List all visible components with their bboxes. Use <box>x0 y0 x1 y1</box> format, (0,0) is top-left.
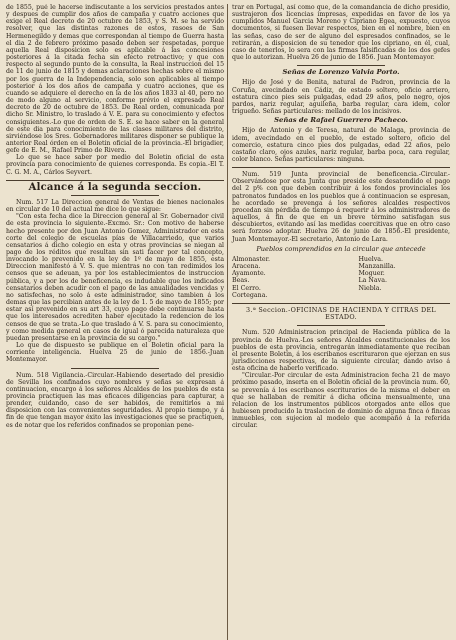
paragraph: Num. 517 La Direccion general de Ventas de bienes nacionales en circular de 10 del actual me dice lo que sigue: <box>6 198 225 214</box>
town-row <box>232 263 450 270</box>
divider <box>232 303 450 304</box>
subheading: Señas de Rafael Guerrero Pacheco. <box>274 116 408 125</box>
town-row <box>232 292 450 299</box>
section-heading: Alcance á la segunda seccion. <box>28 181 202 193</box>
left-column <box>6 4 227 640</box>
divider <box>297 325 384 326</box>
paragraph: "Con esta fecha dice la Direccion general al Sr. Gobernador civil de esta provincia lo siguiente.-Excmo. Sr.: Con motivo de haberse hecho presente por don Juan Antonio Gomez, Administrador en esta corte del colegio de escuelas pías de Villacarriedo, que varios censatarios á dicho colegio en esta y otras provincias se niegan al pago de los réditos que resultan sin sati facer por tal concepto, invocando lo prevenido en la ley de 1º de mayo de 1855, esta Direccion manifestó á V. S. que mientras no con tan redimidos los censos que se adeuan, ya por los establecimientos de instruccion pública, y a por los de beneficencia, es indudable que los indicados censatarios deben acudir con el pago de las anualidades vencidas y no satisfechas, no solo á este administrador, sino tambien á los demas que las percibian antes de la ley de 1. 5 de mayo de 1855; por estar así prevenido en su art 33, cuyo pago debe continuarse hasta que los interesados acrediten haber ejecutado la redencion de los censos de que se trata.-Lo que traslado á V. S. para su conocimiento, y como medida general en casos de igual ó parecida naturaleza que puedan presentarse en la provincia de su cargo." <box>6 213 225 342</box>
section-title: 3.ª Seccion.-OFICINAS DE HACIENDA Y CITRAS DEL ESTADO. <box>246 306 436 322</box>
town-name: Huelva. <box>358 255 384 263</box>
divider <box>6 180 224 181</box>
paragraph: Hijo de José y de Benita, natural de Padron, provincia de la Coruña, avecindado en Cádiz, de estado soltero, oficio arriero, estatura cinco pies seis pulgadas, edad 29 años, pelo negro, ojos pardos, nariz regular, aguileña, barba regular, cara idem, color trigueño. Señas particulares: mellado de los incisivos. <box>232 79 451 116</box>
paragraph: Num. 520 Administracion principal de Hacienda pública de la provincia de Huelva.-Los señores Alcaldes constitucionales de los pueblos de esta provincia, entregarán inmediatamente que reciban el presente Boletin, á los escribanos escrituraron que ejerzan en sus jurisdicciones respectivas, de la siguiente circular, dando aviso á esta oficina de haberlo verificado. <box>232 329 451 373</box>
paragraph: Num. 519 Junta provincial de beneficencia.-Circular.-Observándose por esta Junta que preside este desatendido el pago del 2 p% con que deben contribuir á los fondos provinciales los patronatos fundados en los pueblos que á continuacion se espresan, he acordado se prevenga á los señores alcaldes respectivos procedan sin pérdida de tiempo á requerir á los administradores de aquellos, á fin de que en un breve término satisfagan sus descubiertos, evitando así las medidas coercitivas que en otro caso será forzoso adoptar. Huelva 26 de junio de 1856.-El presidente, Juan Montemayor.-El secretario, Antonio de Lara. <box>232 171 451 243</box>
paragraph: Lo que de dispuesto se publique en el Boletin oficial para la corriente inteligencia. Huelva 25 de junio de 1856.-Juan Montemayor. <box>6 342 225 364</box>
divider <box>71 195 158 196</box>
subheading: Pueblos comprendidos en la circular que antecede <box>256 244 426 253</box>
paragraph: de 1855, pué le hacerse indiscutante a los servicios prestados antes y despues de cumplir dos años de campaña y cuatro acciones que exige el Real decreto de 20 octubre de 1853, y S. M. se ha servido resolver, que las distintas razones de estos, rasoes de San Hermenegildo y demas que correspondan al tiempo de Guerra hasta el dia 2 de febrero próximo pasado deben ser respetadas, porque aquella Real disposicion solo es aplicable á las concesiones posteriores á la citada fecha sin efecto retroactivo; y que con respecto al segundo punto de la consulta, la Real instruccion del 15 de 11 de junio de 1815 y demas aclaraciones hechas sobre el mismo por los guerra de la Independencia, solo son aplicables al tiempo posterior á los dos años de campaña y cuatro acciones, que es cuando se adquiere el derecho en la de los años 1833 al 40, pero no de modo alguno al servicio, conforme prévio el expresado Real decreto de 20 de octubre de 1853. De Real orden, comunicada por dicho Sr. Ministro, lo traslado á V. E. para su conocimiento y efectos consiguientes.-Lo que de orden de S. E. se hace saber en la general de este dia para conocimiento de las clases militares del distrito, sirviéndose los Sres. Gobernadores militares disponer se publique la anterior Real órden en el Boletin oficial de la provincia.-El brigadier, gefe de E. M., Rafael Primo de Rivera. <box>6 4 225 155</box>
town-row <box>232 270 450 277</box>
town-name: Niebla. <box>358 284 382 292</box>
divider <box>297 65 384 66</box>
paragraph: Num. 518 Vigilancia.-Circular.-Habiendo desertado del presidio de Sevilla los confinados cuyo nombres y señas se expresan á continuacion, encargo á los señores Alcaldes de los pueblos de esta provincia practiquen las mas eficaces diligencias para capturar, a prender, cuidando, caso de ser habidos, de remitirlos a mi disposicion con las convenientes seguridades. Al propio tiempo, y á fin de que tengan mayor éxito las investigaciones que se practiquen, es de notar que los referidos confinados se proponian pene- <box>6 371 225 429</box>
town-name: Cortegana. <box>232 291 268 299</box>
town-name: Beas. <box>232 277 250 285</box>
town-name: Ayamonte. <box>232 270 266 278</box>
town-name: Moguer. <box>358 270 385 278</box>
town-row <box>232 256 450 263</box>
paragraph: Hijo de Antonio y de Teresa, natural de Malaga, provincia de idem, avecindado en el pueblo, de estado soltero, oficio del comercio, estatura cinco pies dos pulgadas, edad 22 años, pelo castaño claro, ojos azules, nariz regular, barba poca, cara regular, color blanco. Señas particulares: ninguna. <box>232 127 451 163</box>
town-name: Aracena. <box>232 263 261 271</box>
town-name <box>358 292 450 299</box>
paragraph: trar en Portugal, así como que, de la comandancia de dicho presidio, sustrajeron dos licencias impresas, expedidas en favor de los ya cumplidos Manuel Garcia Moreno y Cipriano Egea, expuesto, cuyos documentos, si fuesen llevar respectos, bien en el nombre, bien en las señas, caso de ser de alguno del espresados confinados, se le retirarán, a disposicion de su tenedor que los cipriano, en él, cual, caso de tenerlos, lo sera con las firmas falsificadas de los dos gefes que lo autorizan. Huelva 26 de junio de 1856. Juan Montemayor. <box>232 4 451 62</box>
town-row <box>232 277 450 284</box>
subheading: Señas de Lorenzo Valvia Porto. <box>282 68 400 77</box>
paragraph: "Circular.-Por circular de esta Administracion fecha 21 de mayo próximo pasado, inserta en el Boletin oficial de la provincia num. 60, se prevenía á los escribanos escriturarios de la misma el deber en que se hallaban de remitir á dicha oficina mensualmente, una relacion de los instrumentos públicos otorgados ante ellos que hubiesen producido la traslacion de dominio de alguna finca ó fincas inmuebles, con sujecion al modelo que acompañó á la referida circular. <box>232 372 451 430</box>
divider <box>71 368 158 369</box>
divider <box>232 167 450 168</box>
town-row <box>232 285 450 292</box>
right-column <box>228 4 450 640</box>
towns-table <box>232 256 450 299</box>
town-name: Manzanilla. <box>358 263 396 271</box>
town-name: El Cerro. <box>232 284 261 292</box>
town-name: Almonaster. <box>232 255 270 263</box>
town-name: La Nava. <box>358 277 387 285</box>
paragraph: Lo que se hace saber por medio del Boletin oficial de esta provincia para conocimiento de quienes corresponda. Es copia.-El T. C. G. M. A., Cárlos Seyvert. <box>6 154 225 176</box>
